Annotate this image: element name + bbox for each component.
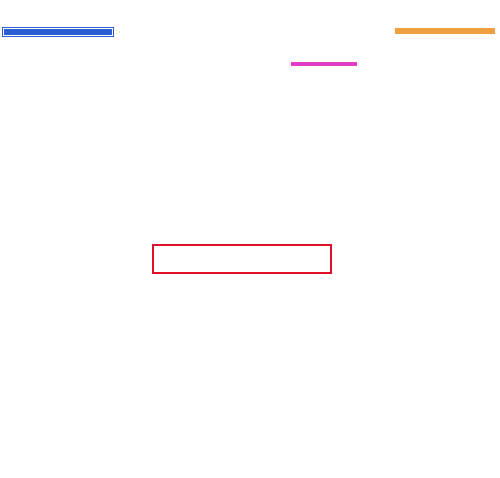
europe-lineage-label — [291, 62, 357, 66]
sudden-emergence-callout — [152, 244, 332, 274]
china-wuhan-cluster-label — [3, 28, 113, 36]
local-cluster-label — [395, 28, 495, 34]
